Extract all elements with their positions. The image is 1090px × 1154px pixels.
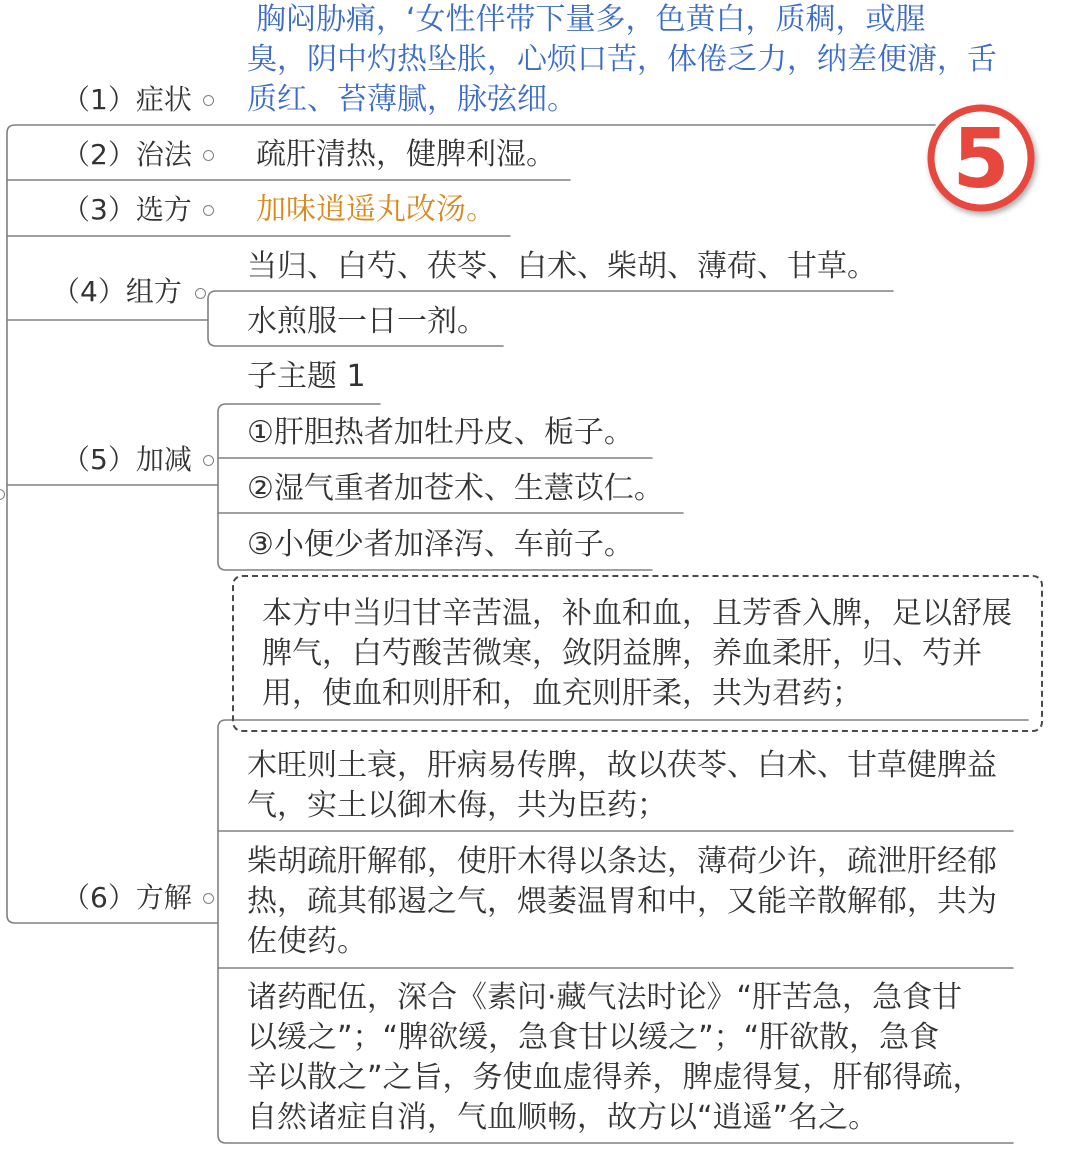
topic-line: 脾气，白芍酸苦微寒，敛阴益脾，养血柔肝，归、芍并: [262, 636, 982, 671]
topic-line: 子主题 1: [247, 359, 366, 394]
topic-line: 用，使血和则肝和，血充则肝柔，共为君药；: [262, 676, 862, 711]
topic-line: 臭，阴中灼热坠胀，心烦口苦，体倦乏力，纳差便溏，舌: [247, 42, 997, 77]
topic-line: 自然诸症自消，气血顺畅，故方以“逍遥”名之。: [247, 1100, 879, 1135]
branch-label-modification[interactable]: （5）加减: [62, 443, 192, 476]
collapse-toggle-analysis[interactable]: [203, 893, 214, 904]
topic-modification-subtopic[interactable]: [247, 357, 366, 397]
topic-line: 以缓之”；“脾欲缓，急食甘以缓之”；“肝欲散，急食: [247, 1020, 940, 1055]
branch-label-prescription[interactable]: （3）选方: [62, 193, 192, 226]
topic-composition-usage[interactable]: [247, 302, 487, 342]
topic-line: 加味逍遥丸改汤。: [256, 192, 496, 227]
topic-line: 佐使药。: [247, 924, 367, 959]
branch-label-symptoms[interactable]: （1）症状: [62, 83, 192, 116]
circled-number-badge: [919, 100, 1043, 218]
topic-symptoms-detail[interactable]: [247, 0, 997, 120]
topic-line: 诸药配伍，深合《素问·藏气法时论》“肝苦急，急食甘: [247, 980, 963, 1015]
topic-line: 质红、苔薄腻，脉弦细。: [247, 82, 577, 117]
topic-modification-item-3[interactable]: [247, 525, 634, 565]
topic-line: ①肝胆热者加牡丹皮、栀子。: [247, 415, 634, 450]
collapse-toggle-prescription[interactable]: [203, 205, 214, 216]
branch-label-treatment[interactable]: （2）治法: [62, 138, 192, 171]
topic-line: 木旺则土衰，肝病易传脾，故以茯苓、白术、甘草健脾益: [247, 748, 997, 783]
topic-line: 疏肝清热，健脾利湿。: [256, 137, 556, 172]
topic-line: 辛以散之”之旨，务使血虚得养，脾虚得复，肝郁得疏，: [247, 1060, 983, 1095]
collapse-toggle-composition[interactable]: [195, 288, 206, 299]
branch-label-analysis[interactable]: （6）方解: [62, 881, 192, 914]
topic-analysis-item-3[interactable]: [247, 842, 997, 962]
collapse-toggle-symptoms[interactable]: [203, 95, 214, 106]
topic-line: 水煎服一日一剂。: [247, 304, 487, 339]
topic-line: 热，疏其郁遏之气，煨萎温胃和中，又能辛散解郁，共为: [247, 884, 997, 919]
topic-modification-item-2[interactable]: [247, 469, 664, 509]
topic-analysis-item-4[interactable]: [247, 978, 983, 1138]
topic-analysis-item-1[interactable]: [262, 594, 1012, 714]
topic-line: 本方中当归甘辛苦温，补血和血，且芳香入脾，足以舒展: [262, 596, 1012, 631]
topic-line: ②湿气重者加苍术、生薏苡仁。: [247, 471, 664, 506]
topic-prescription-detail[interactable]: [256, 190, 496, 230]
topic-modification-item-1[interactable]: [247, 413, 634, 453]
collapse-toggle-modification[interactable]: [203, 455, 214, 466]
badge-number: 5: [952, 112, 1010, 207]
topic-line: 柴胡疏肝解郁，使肝木得以条达，薄荷少许，疏泄肝经郁: [247, 844, 997, 879]
topic-line: ③小便少者加泽泻、车前子。: [247, 527, 634, 562]
topic-analysis-item-2[interactable]: [247, 746, 997, 826]
topic-treatment-detail[interactable]: [256, 135, 556, 175]
topic-line: 胸闷胁痛，‘女性伴带下量多，色黄白，质稠，或腥: [256, 2, 926, 37]
topic-composition-herbs[interactable]: [247, 247, 877, 287]
topic-line: 当归、白芍、茯苓、白术、柴胡、薄荷、甘草。: [247, 249, 877, 284]
topic-line: 气，实土以御木侮，共为臣药；: [247, 788, 667, 823]
collapse-toggle-treatment[interactable]: [203, 150, 214, 161]
branch-label-composition[interactable]: （4）组方: [52, 275, 182, 308]
